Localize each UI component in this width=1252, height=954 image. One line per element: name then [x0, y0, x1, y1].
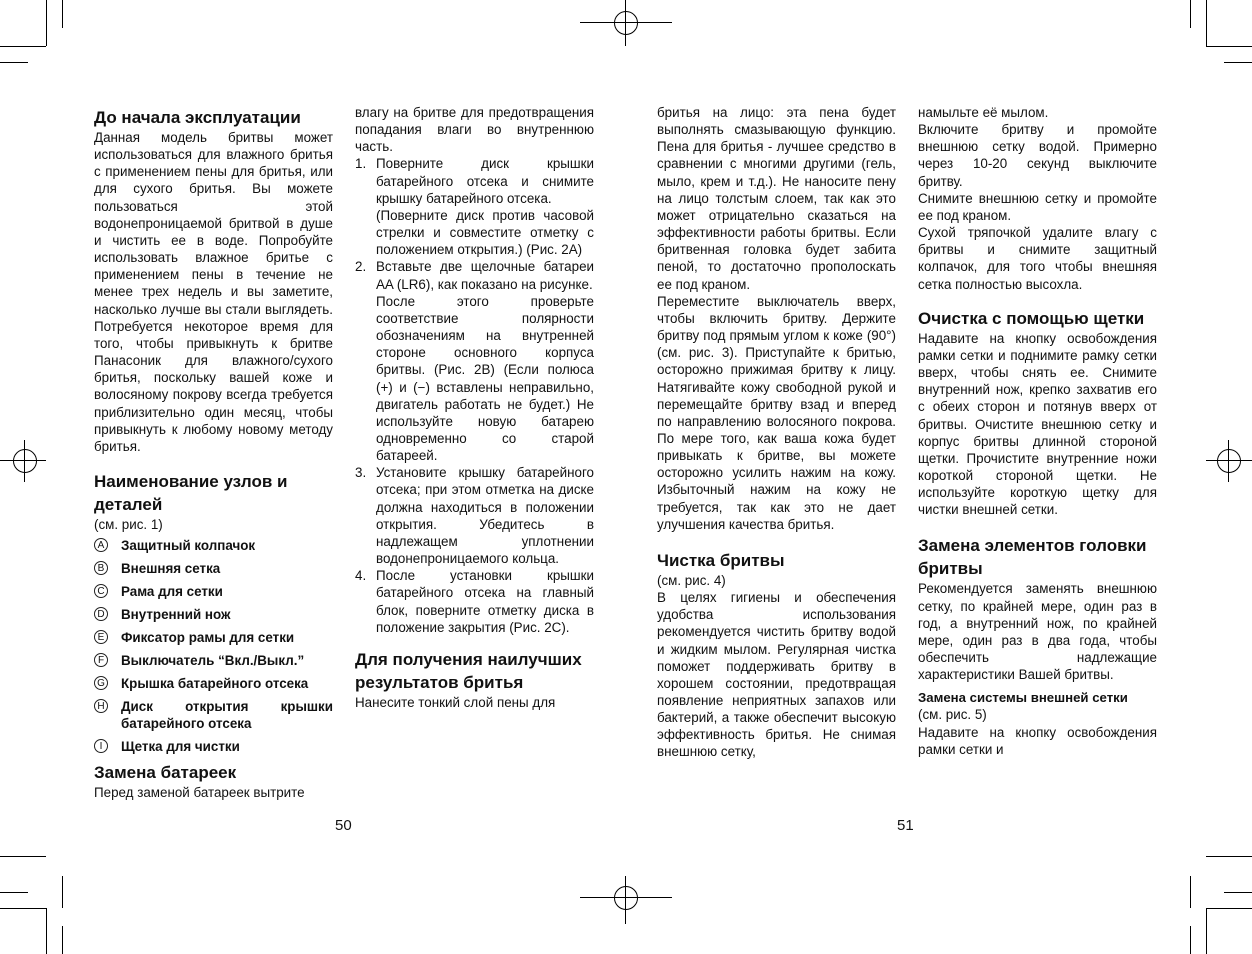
part-item: C Рама для сетки [94, 583, 333, 600]
paragraph-best-results-2: Переместите выключатель вверх, чтобы включить бритву. Держите бритву под прямым углом к коже (90°) (см. рис. 3). Приступайте к бритью, осторожно прижимая бритву к лицу. Натягивайте кожу свободной рукой и перемещайте бритву взад и вперед по направлению волосяного покрова. По мере того, как ваша кожа будет привыкать к бритве, вы можете осторожно усилить нажим на кожу. Избыточный нажим на кожу не требуется, так как это не дает улучшения качества бритья. [657, 293, 896, 532]
column-4 [918, 104, 1157, 758]
heading-cleaning: Чистка бритвы [657, 550, 785, 570]
letter-marker: I [94, 739, 108, 753]
part-item: A Защитный колпачок [94, 537, 333, 554]
paragraph-batteries-start: Перед заменой батареек вытрите [94, 785, 305, 801]
heading-batteries: Замена батареек [94, 763, 237, 783]
paragraph-cleaning-4: Сухой тряпочкой удалите влагу с бритвы и снимите защитный колпачок, для того чтобы внешняя сетка полностью высохла. [918, 225, 1157, 292]
paragraph-best-results-start: Нанесите тонкий слой пены для [355, 694, 556, 710]
paragraph-best-results-cont: бритья на лицо: эта пена будет выполнять смазывающую функцию. Пена для бритья - лучшее средство в сравнении с многими другими (гель, мыло, крем и т.д.). Не наносите пену на лицо толстым слоем, так как это может отрицательно сказаться на эффективности работы бритвы. Если бритвенная головка будет забита пеной, то достаточно прополоскать ее под краном. [657, 105, 896, 292]
paragraph-cleaning-3: Снимите внешнюю сетку и промойте ее под краном. [918, 190, 1157, 223]
paragraph-outer-foil-start: Надавите на кнопку освобождения рамки сетки и [918, 724, 1157, 757]
part-item: G Крышка батарейного отсека [94, 675, 333, 692]
part-item: B Внешняя сетка [94, 560, 333, 577]
column-3 [657, 104, 896, 761]
outer-foil-figure-ref: (см. рис. 5) [918, 707, 987, 723]
heading-before-use: До начала эксплуатации [94, 108, 301, 127]
part-item: H Диск открытия крышки батарейного отсека [94, 698, 333, 732]
paragraph-cleaning-start: В целях гигиены и обеспечения удобства использования рекомендуется чистить бритву водой и жидким мылом. Регулярная чистка поможет поддерживать бритву в хорошем состоянии, предотвращая появление неприятных запахов или бактерий, а также обеспечит высокую эффективность бритья. Не снимая внешнюю сетку, [657, 590, 896, 760]
paragraph-brush-cleaning: Надавите на кнопку освобождения рамки сетки и поднимите рамку сетки вверх, чтобы снять ее. Снимите внутренний нож, крепко захватив его с обеих сторон и потянув вверх от бритвы. Очистите внешнюю сетку и корпус бритвы длинной стороной щетки. Прочистите внутренние ножи короткой стороной щетки. Не используйте короткую щетку для чистки внешней сетки. [918, 330, 1157, 518]
heading-replace-parts: Замена элементов головки бритвы [918, 536, 1147, 579]
parts-figure-ref: (см. рис. 1) [94, 516, 163, 532]
letter-marker: D [94, 607, 108, 621]
list-item: 1. Поверните диск крышки батарейного отсека и снимите крышку батарейного отсека. (Поверните диск против часовой стрелки и совместите отметку с положением открытия.) (Рис. 2A) [355, 156, 594, 258]
heading-outer-foil: Замена системы внешней сетки [918, 690, 1128, 706]
list-item: 4. После установки крышки батарейного отсека на главный блок, поверните отметку диска в положение закрытия (Рис. 2C). [355, 568, 594, 635]
part-item: F Выключатель “Вкл./Выкл.” [94, 652, 333, 669]
paragraph-batteries-cont: влагу на бритве для предотвращения попадания влаги во внутреннюю часть. [355, 105, 594, 155]
paragraph-before-use: Данная модель бритвы может использоваться для влажного бритья с применением пены для бритья, или для сухого бритья. Вы можете пользоваться этой водонепроницаемой бритвой в душе и чистить ее в воде. Попробуйте использовать влажное бритье с применением пены в течение не менее трех недель и вы заметите, насколько лучше вы стали выглядеть. Потребуется некоторое время для того, чтобы привыкнуть к бритве Панасоник для влажного/сухого бритья, поскольку вашей коже и волосяному покрову всегда требуется приблизительно один месяц, чтобы привыкнуть к любому новому методу бритья. [94, 130, 333, 454]
column-1 [94, 106, 333, 801]
letter-marker: E [94, 630, 108, 644]
paragraph-cleaning-cont: намыльте её мылом. [918, 105, 1049, 120]
letter-marker: A [94, 538, 108, 552]
heading-best-results: Для получения наилучших результатов бритья [355, 649, 582, 692]
part-item: I Щетка для чистки [94, 738, 333, 755]
battery-steps [355, 155, 594, 635]
heading-parts: Наименование узлов и деталей [94, 471, 288, 514]
letter-marker: F [94, 653, 108, 667]
part-item: E Фиксатор рамы для сетки [94, 629, 333, 646]
letter-marker: G [94, 676, 108, 690]
letter-marker: H [94, 699, 108, 713]
list-item: 3. Установите крышку батарейного отсека; при этом отметка на диске должна находиться в положении открытия. Убедитесь в надлежащем уплотнении водонепроницаемого кольца. [355, 465, 594, 567]
heading-brush-cleaning: Очистка с помощью щетки [918, 308, 1145, 328]
parts-list [94, 537, 333, 755]
paragraph-cleaning-2: Включите бритву и промойте внешнюю сетку водой. Примерно через 10-20 секунд выключите бритву. [918, 122, 1157, 189]
letter-marker: B [94, 561, 108, 575]
page-number: 50 [335, 817, 352, 834]
list-item: 2. Вставьте две щелочные батареи AA (LR6), как показано на рисунке. После этого проверьте соответствие полярности обозначениям на внутренней стороне основного корпуса бритвы. (Рис. 2B) (Если полюса (+) и (−) вставлены неправильно, двигатель работать не будет.) Не используйте новую батарею одновременно со старой батареей. [355, 259, 594, 464]
cleaning-figure-ref: (см. рис. 4) [657, 572, 726, 588]
letter-marker: C [94, 584, 108, 598]
page-number: 51 [897, 817, 914, 834]
part-item: D Внутренний нож [94, 606, 333, 623]
paragraph-replace-parts: Рекомендуется заменять внешнюю сетку, по крайней мере, один раз в год, а внутренний нож, по крайней мере, один раз в два года, чтобы обеспечить надлежащие характеристики Вашей бритвы. [918, 581, 1157, 683]
column-2 [355, 104, 594, 711]
